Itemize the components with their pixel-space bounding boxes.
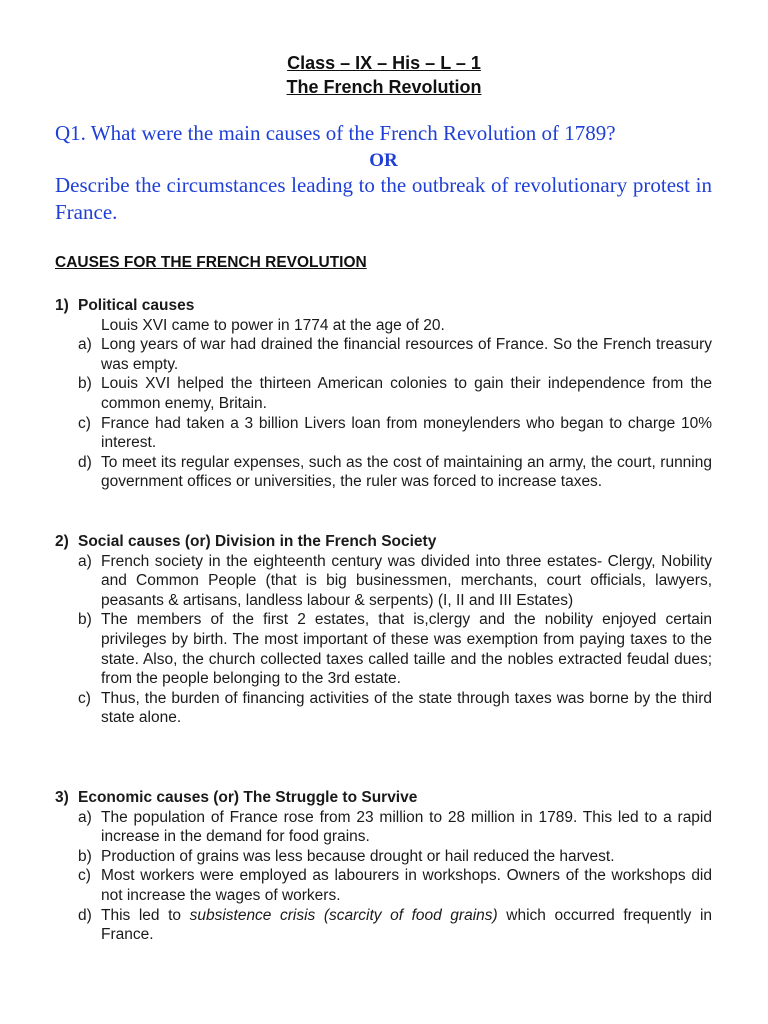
item-letter: c)	[78, 414, 91, 432]
list-item	[55, 453, 712, 492]
item-letter: b)	[78, 847, 92, 865]
item-letter: c)	[78, 867, 91, 885]
item-text: The members of the first 2 estates, that is,clergy and the nobility enjoyed certain privileges by birth. The most important of these was exemption from paying taxes to the state. Also, the church collected taxes called taille and the nobles extracted feudal dues; from the people belonging to the 3rd estate.	[101, 611, 712, 688]
list-item	[55, 610, 712, 688]
item-text: Most workers were employed as labourers in workshops. Owners of the workshops did not increase the wages of workers.	[101, 867, 712, 904]
item-text: Long years of war had drained the financial resources of France. So the French treasury was empty.	[101, 336, 712, 373]
social-causes-section	[55, 532, 712, 728]
list-item	[55, 808, 712, 847]
section-title: CAUSES FOR THE FRENCH REVOLUTION	[55, 254, 367, 271]
question-alternate: Describe the circumstances leading to the outbreak of revolutionary protest in France.	[55, 173, 712, 224]
section-heading-text: Political causes	[78, 297, 195, 314]
list-item	[55, 906, 712, 945]
economic-causes-section	[55, 788, 712, 945]
list-item	[55, 866, 712, 905]
item-text-start: This led to	[101, 906, 190, 924]
list-item	[55, 552, 712, 611]
item-text: Production of grains was less because drought or hail reduced the harvest.	[101, 847, 615, 865]
item-letter: d)	[78, 906, 92, 924]
section-number: 2)	[55, 533, 69, 550]
item-text: Louis XVI helped the thirteen American colonies to gain their independence from the common enemy, Britain.	[101, 375, 712, 412]
section-number: 3)	[55, 789, 69, 806]
item-text: French society in the eighteenth century was divided into three estates- Clergy, Nobility and Common People (that is big businessmen, merchants, court officials, lawyers, peasants & artisans, landless labour & serpents) (I, II and III Estates)	[101, 552, 712, 609]
section-heading-text: Economic causes (or) The Struggle to Survive	[78, 789, 418, 806]
item-text: To meet its regular expenses, such as the cost of maintaining an army, the court, running government offices or universities, the ruler was forced to increase taxes.	[101, 453, 712, 491]
item-text-italic: subsistence crisis (scarcity of food grains)	[189, 906, 498, 924]
class-header: Class – IX – His – L – 1	[287, 53, 481, 73]
list-item	[55, 414, 712, 453]
item-letter: a)	[78, 552, 92, 570]
list-item	[55, 689, 712, 728]
list-item	[55, 335, 712, 374]
item-letter: a)	[78, 336, 92, 354]
section-heading-text: Social causes (or) Division in the French Society	[78, 533, 437, 550]
item-text-end: which occurred frequently in France.	[101, 906, 713, 944]
political-causes-section	[55, 296, 712, 492]
list-item	[55, 374, 712, 413]
item-letter: b)	[78, 611, 92, 629]
section-heading	[55, 788, 712, 808]
section-heading	[55, 532, 712, 552]
item-letter: a)	[78, 808, 92, 826]
item-text: The population of France rose from 23 million to 28 million in 1789. This led to a rapid increase in the demand for food grains.	[101, 808, 712, 846]
section-number: 1)	[55, 297, 69, 314]
section-intro: Louis XVI came to power in 1774 at the age of 20.	[101, 316, 445, 334]
list-item	[55, 847, 712, 867]
question-or: OR	[369, 150, 398, 171]
chapter-title: The French Revolution	[286, 77, 482, 97]
item-letter: d)	[78, 453, 92, 471]
section-heading	[55, 296, 712, 316]
item-text	[101, 906, 712, 945]
item-text: Thus, the burden of financing activities of the state through taxes was borne by the third state alone.	[101, 689, 712, 727]
item-text: France had taken a 3 billion Livers loan from moneylenders who began to charge 10% interest.	[101, 414, 712, 452]
item-letter: b)	[78, 375, 92, 393]
question-1: Q1. What were the main causes of the French Revolution of 1789?	[55, 121, 616, 145]
item-letter: c)	[78, 689, 91, 707]
